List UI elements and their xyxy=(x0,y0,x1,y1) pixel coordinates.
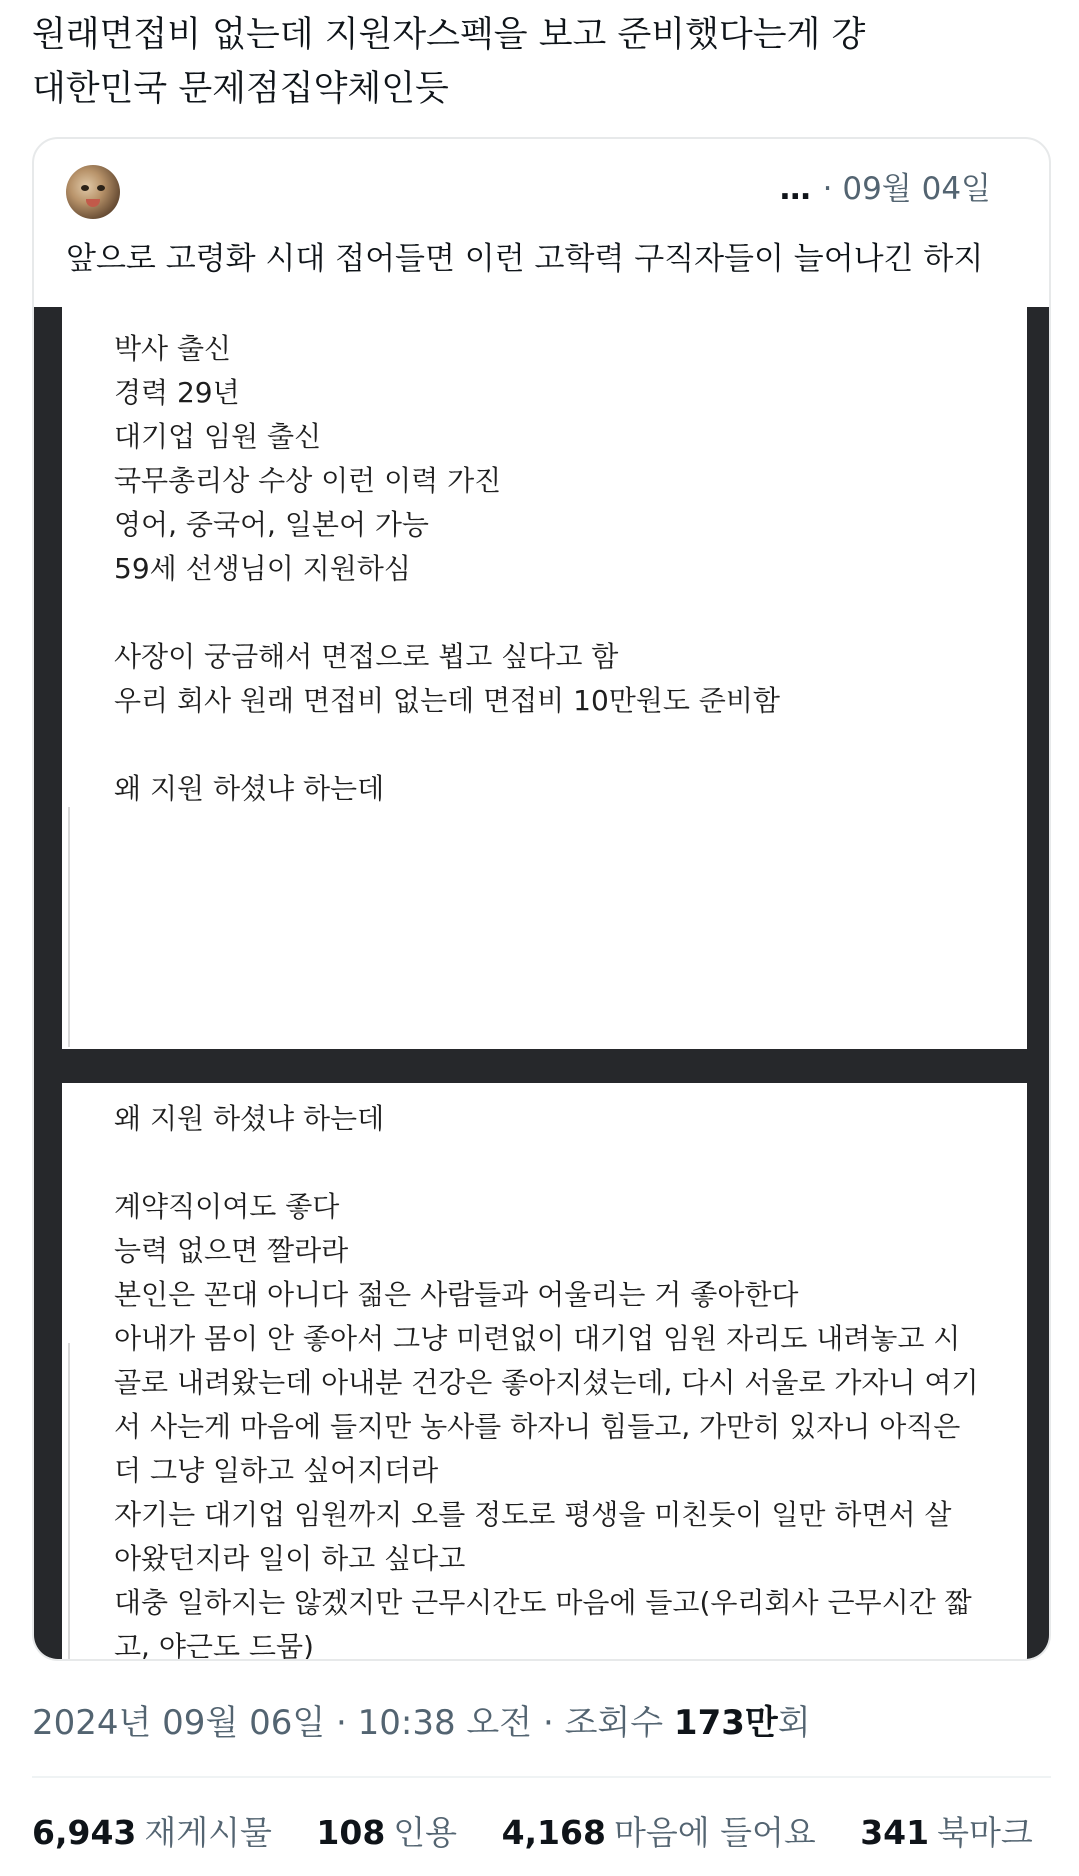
panel-line: 경력 29년 xyxy=(114,376,240,409)
engagement-stats xyxy=(32,1810,1067,1856)
cat-avatar-icon[interactable] xyxy=(66,165,120,219)
panel-line: 사장이 궁금해서 면접으로 뵙고 싶다고 함 xyxy=(114,640,619,673)
quoted-tweet-meta xyxy=(780,169,991,209)
panel-line: 왜 지원 하셨냐 하는데 xyxy=(114,1102,385,1135)
screenshot-panel-1 xyxy=(62,307,1027,1049)
meta-separator: · xyxy=(336,1703,347,1743)
panel-line: 박사 출신 xyxy=(114,332,232,365)
panel-line: 59세 선생님이 지원하심 xyxy=(114,552,411,585)
stat-value: 108 xyxy=(316,1813,386,1852)
panel-line: 영어, 중국어, 일본어 가능 xyxy=(114,508,429,541)
quoted-tweet-media[interactable] xyxy=(34,307,1049,1661)
panel-edge xyxy=(68,1343,70,1661)
views-suffix: 회 xyxy=(777,1703,811,1743)
tweet-timestamp-views xyxy=(32,1700,811,1746)
quoted-tweet-card[interactable] xyxy=(32,137,1051,1661)
stat-value: 341 xyxy=(860,1813,930,1852)
avatar-eye xyxy=(81,185,89,191)
panel-line: 왜 지원 하셨냐 하는데 xyxy=(114,772,385,805)
stat-label: 재게시물 xyxy=(144,1813,272,1852)
tweet-text-line: 원래면접비 없는데 지원자스펙을 보고 준비했다는게 걍 xyxy=(32,15,866,55)
meta-separator: · xyxy=(542,1703,554,1743)
panel-line: 능력 없으면 짤라라 xyxy=(114,1234,349,1267)
tweet-text xyxy=(32,8,1052,116)
panel-line: 국무총리상 수상 이런 이력 가진 xyxy=(114,464,502,497)
tweet-text-line: 대한민국 문제점집약체인듯 xyxy=(32,69,449,109)
quotes-stat[interactable] xyxy=(316,1810,457,1856)
stat-value: 6,943 xyxy=(32,1813,137,1852)
panel-line: 자기는 대기업 임원까지 오를 정도로 평생을 미친듯이 일만 하면서 살 xyxy=(114,1498,952,1531)
quoted-tweet-date[interactable]: 09월 04일 xyxy=(842,171,991,207)
panel-line: 아내가 몸이 안 좋아서 그냥 미련없이 대기업 임원 자리도 내려놓고 시 xyxy=(114,1322,961,1355)
panel-edge xyxy=(68,807,70,1047)
tweet-date[interactable]: 2024년 09월 06일 xyxy=(32,1703,326,1743)
panel-line: 고, 야근도 드뭄) xyxy=(114,1630,314,1661)
panel-line: 아왔던지라 일이 하고 싶다고 xyxy=(114,1542,466,1575)
quoted-tweet-text: 앞으로 고령화 시대 접어들면 이런 고학력 구직자들이 늘어나긴 하지 xyxy=(66,241,984,277)
views-label: 조회수 xyxy=(564,1703,664,1743)
panel-line: 대충 일하지는 않겠지만 근무시간도 마음에 들고(우리회사 근무시간 짧 xyxy=(114,1586,972,1619)
quoted-tweet-header xyxy=(34,139,1049,307)
panel-line: 계약직이여도 좋다 xyxy=(114,1190,340,1223)
stat-value: 4,168 xyxy=(501,1813,606,1852)
more-ellipsis[interactable]: … xyxy=(779,171,813,207)
bookmarks-stat[interactable] xyxy=(860,1810,1033,1856)
panel-line: 서 사는게 마음에 들지만 농사를 하자니 힘들고, 가만히 있자니 아직은 xyxy=(114,1410,961,1443)
panel-line: 우리 회사 원래 면접비 없는데 면접비 10만원도 준비함 xyxy=(114,684,780,717)
meta-separator: · xyxy=(822,171,833,207)
panel-line: 골로 내려왔는데 아내분 건강은 좋아지셨는데, 다시 서울로 가자니 여기 xyxy=(114,1366,979,1399)
likes-stat[interactable] xyxy=(502,1810,816,1856)
panel-line: 본인은 꼰대 아니다 젊은 사람들과 어울리는 거 좋아한다 xyxy=(114,1278,799,1311)
panel-line: 더 그냥 일하고 싶어지더라 xyxy=(114,1454,439,1487)
stat-label: 인용 xyxy=(393,1813,458,1852)
divider xyxy=(32,1776,1051,1778)
stat-label: 북마크 xyxy=(937,1813,1033,1852)
panel-line: 대기업 임원 출신 xyxy=(114,420,322,453)
reposts-stat[interactable] xyxy=(32,1810,272,1856)
avatar-eye xyxy=(97,185,105,191)
screenshot-panel-2 xyxy=(62,1083,1027,1661)
stat-label: 마음에 들어요 xyxy=(613,1813,816,1852)
avatar-mouth xyxy=(86,199,100,207)
views-count[interactable]: 173만 xyxy=(673,1703,778,1743)
tweet-time[interactable]: 10:38 오전 xyxy=(357,1703,533,1743)
